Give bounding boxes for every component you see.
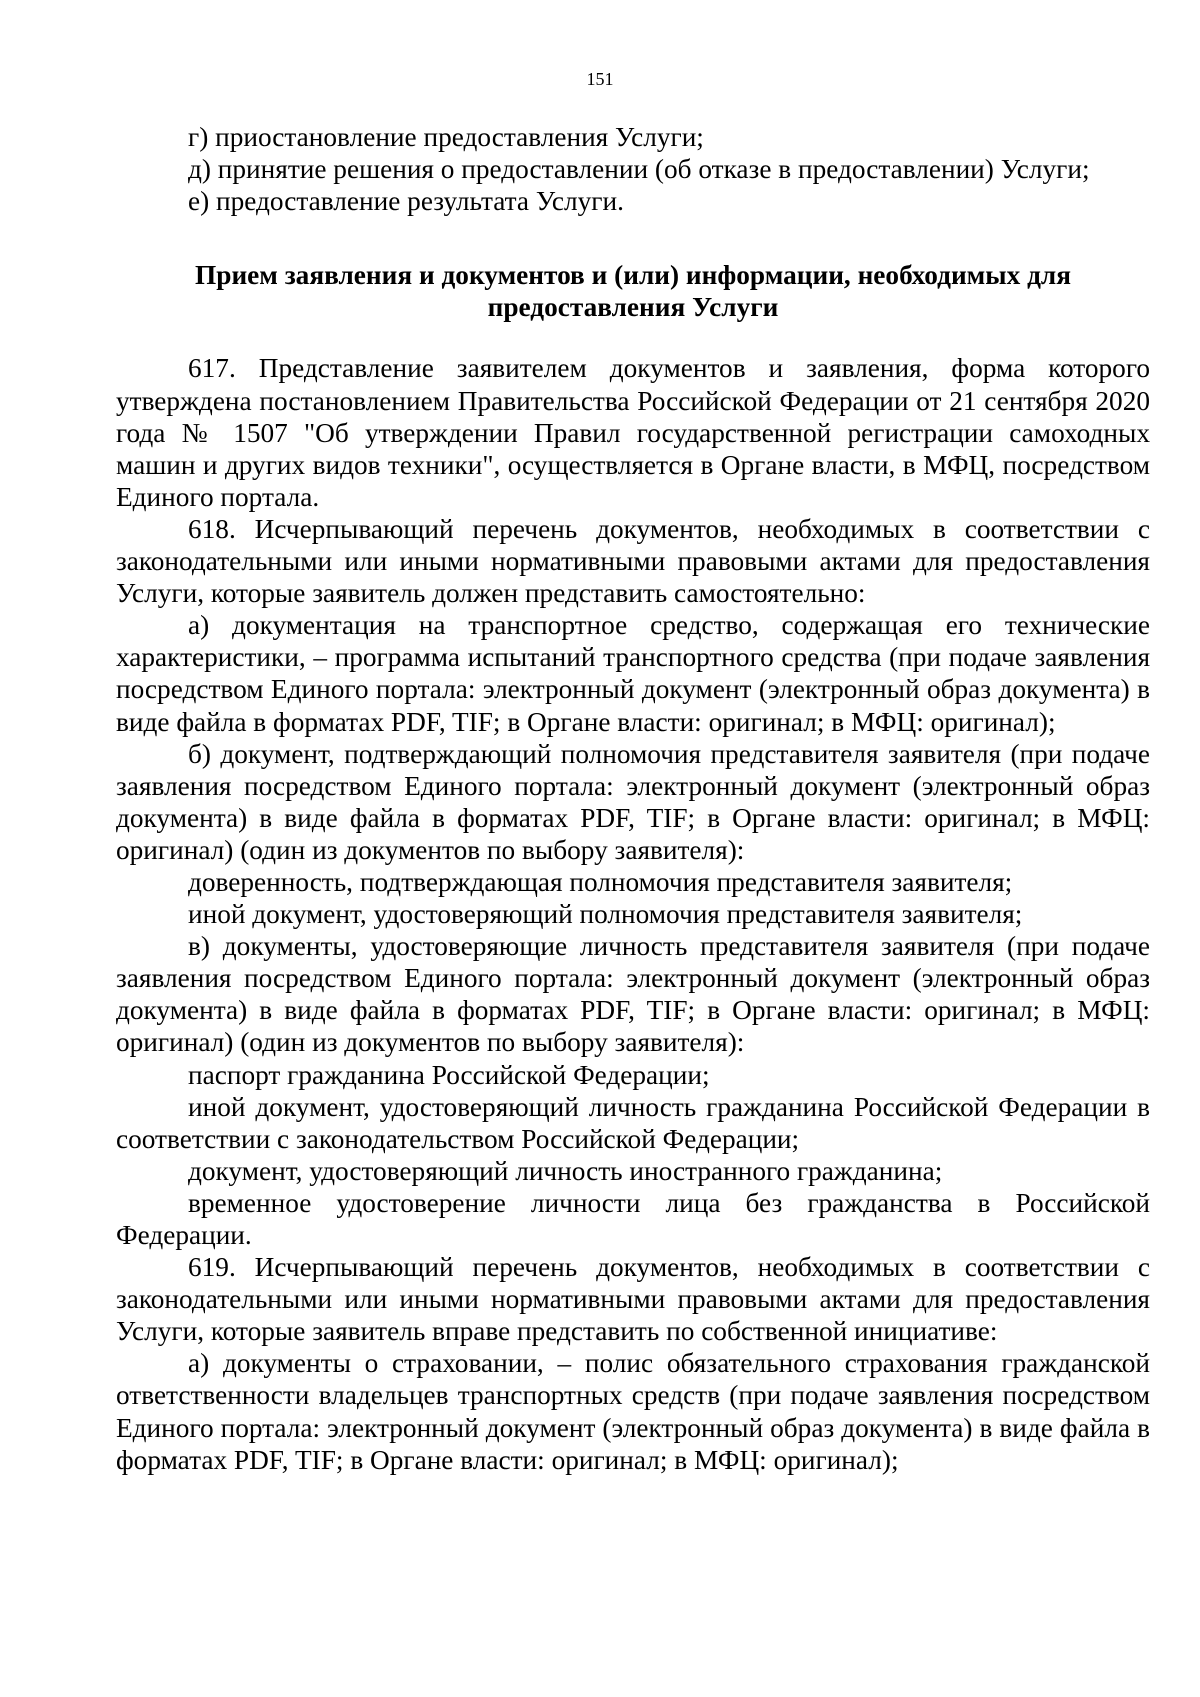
paragraph-619: 619. Исчерпывающий перечень документов, необходимых в соответствии с законодательными или иными нормативными правовыми актами для предоставления Услуги, которые заявитель вправе представить по собственной инициативе: <box>116 1252 1150 1347</box>
list-item-g: г) приостановление предоставления Услуги; <box>188 122 704 152</box>
paragraph-618: 618. Исчерпывающий перечень документов, необходимых в соответствии с законодательными или иными нормативными правовыми актами для предоставления Услуги, которые заявитель должен представить самостоятельно: <box>116 513 1150 609</box>
section-heading-line-2: предоставления Услуги <box>487 292 779 323</box>
paragraph-passport: паспорт гражданина Российской Федерации; <box>188 1059 710 1090</box>
paragraph-other-authority-document: иной документ, удостоверяющий полномочия представителя заявителя; <box>188 899 1023 930</box>
paragraph-foreign-identity-document: документ, удостоверяющий личность иностранного гражданина; <box>188 1155 943 1186</box>
paragraph-617: 617. Представление заявителем документов и заявления, форма которого утверждена постановлением Правительства Российской Федерации от 21 сентября 2020 года № 1507 "Об утверждении Правил государственной регистрации самоходных машин и других видов техники", осуществляется в Органе власти, в МФЦ, посредством Единого портала. <box>116 353 1150 512</box>
paragraph-other-identity-document: иной документ, удостоверяющий личность гражданина Российской Федерации в соответствии с законодательством Российской Федерации; <box>116 1091 1150 1154</box>
paragraph-618-v: в) документы, удостоверяющие личность представителя заявителя (при подаче заявления посредством Единого портала: электронный документ (электронный образ документа) в виде файла в форматах PDF, TIF; в Органе власти: оригинал; в МФЦ: оригинал) (один из документов по выбору заявителя): <box>116 931 1150 1058</box>
paragraph-power-of-attorney: доверенность, подтверждающая полномочия представителя заявителя; <box>188 866 1013 897</box>
page-content <box>116 121 1150 1476</box>
page-number: 151 <box>586 69 614 89</box>
list-item-e: е) предоставление результата Услуги. <box>188 186 624 217</box>
paragraph-618-a: а) документация на транспортное средство, содержащая его технические характеристики, – программа испытаний транспортного средства (при подаче заявления посредством Единого портала: электронный документ (электронный образ документа) в виде файла в форматах PDF, TIF; в Органе власти: оригинал; в МФЦ: оригинал); <box>116 610 1150 737</box>
paragraph-stateless-certificate: временное удостоверение личности лица без гражданства в Российской Федерации. <box>116 1187 1150 1250</box>
list-item-d: д) принятие решения о предоставлении (об отказе в предоставлении) Услуги; <box>188 154 1090 185</box>
section-heading <box>116 259 1150 323</box>
paragraph-618-b: б) документ, подтверждающий полномочия представителя заявителя (при подаче заявления посредством Единого портала: электронный документ (электронный образ документа) в виде файла в форматах PDF, TIF; в Органе власти: оригинал; в МФЦ: оригинал) (один из документов по выбору заявителя): <box>116 738 1150 865</box>
paragraph-619-a: а) документы о страховании, – полис обязательного страхования гражданской ответственности владельцев транспортных средств (при подаче заявления посредством Единого портала: электронный документ (электронный образ документа) в виде файла в форматах PDF, TIF; в Органе власти: оригинал; в МФЦ: оригинал); <box>116 1348 1150 1475</box>
section-heading-line-1: Прием заявления и документов и (или) информации, необходимых для <box>195 260 1071 291</box>
